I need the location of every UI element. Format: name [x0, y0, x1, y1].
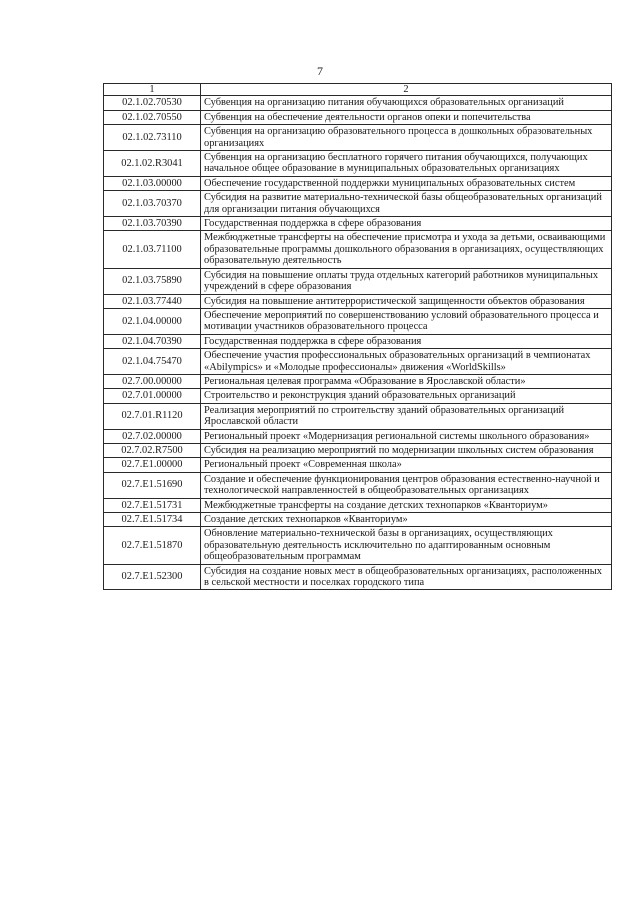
row-description: Обеспечение мероприятий по совершенствованию условий образовательного процесса и мотивации участников образовательного процесса	[201, 308, 612, 334]
row-description: Межбюджетные трансферты на обеспечение присмотра и ухода за детьми, осваивающими образовательные программы дошкольного образования в организациях, осуществляющих образовательную деятельность	[201, 231, 612, 268]
row-description: Создание детских технопарков «Кванториум»	[201, 513, 612, 527]
row-code: 02.7.E1.51870	[104, 527, 201, 564]
row-code: 02.1.02.R3041	[104, 151, 201, 177]
table-row	[104, 374, 612, 388]
table-row	[104, 125, 612, 151]
column-header-code: 1	[104, 84, 201, 96]
row-description: Субвенция на обеспечение деятельности органов опеки и попечительства	[201, 110, 612, 124]
row-description: Государственная поддержка в сфере образования	[201, 334, 612, 348]
row-description: Региональный проект «Модернизация региональной системы школьного образования»	[201, 429, 612, 443]
row-description: Субсидия на повышение оплаты труда отдельных категорий работников муниципальных учреждений в сфере образования	[201, 268, 612, 294]
table-row	[104, 151, 612, 177]
row-code: 02.7.E1.52300	[104, 564, 201, 590]
row-code: 02.1.02.70530	[104, 96, 201, 110]
row-code: 02.1.02.73110	[104, 125, 201, 151]
table-row	[104, 217, 612, 231]
table-header-row	[104, 84, 612, 96]
budget-classification-table	[103, 83, 612, 590]
table-row	[104, 176, 612, 190]
row-description: Обновление материально-технической базы в организациях, осуществляющих образовательную деятельность исключительно по адаптированным основным общеобразовательным программам	[201, 527, 612, 564]
table-row	[104, 527, 612, 564]
row-code: 02.7.E1.51690	[104, 472, 201, 498]
column-header-description: 2	[201, 84, 612, 96]
row-code: 02.1.03.00000	[104, 176, 201, 190]
row-code: 02.1.04.00000	[104, 308, 201, 334]
row-description: Субсидия на развитие материально-технической базы общеобразовательных организаций для организации питания обучающихся	[201, 191, 612, 217]
row-description: Обеспечение государственной поддержки муниципальных образовательных систем	[201, 176, 612, 190]
row-code: 02.7.01.00000	[104, 389, 201, 403]
table-row	[104, 458, 612, 472]
row-code: 02.1.03.71100	[104, 231, 201, 268]
row-code: 02.1.03.75890	[104, 268, 201, 294]
row-code: 02.1.04.75470	[104, 349, 201, 375]
table-row	[104, 110, 612, 124]
row-description: Создание и обеспечение функционирования центров образования естественно-научной и технологической направленностей в общеобразовательных организациях	[201, 472, 612, 498]
row-description: Реализация мероприятий по строительству зданий образовательных организаций Ярославской области	[201, 403, 612, 429]
row-description: Региональная целевая программа «Образование в Ярославской области»	[201, 374, 612, 388]
page-number: 7	[317, 64, 323, 78]
row-code: 02.7.00.00000	[104, 374, 201, 388]
table-row	[104, 231, 612, 268]
table-row	[104, 403, 612, 429]
table-row	[104, 564, 612, 590]
row-code: 02.1.03.70390	[104, 217, 201, 231]
row-description: Субсидия на создание новых мест в общеобразовательных организациях, расположенных в сельской местности и поселках городского типа	[201, 564, 612, 590]
table-row	[104, 472, 612, 498]
table-row	[104, 498, 612, 512]
row-description: Обеспечение участия профессиональных образовательных организаций в чемпионатах «Abilympics» и «Молодые профессионалы» движения «WorldSkills»	[201, 349, 612, 375]
table-row	[104, 513, 612, 527]
table-row	[104, 294, 612, 308]
row-code: 02.1.04.70390	[104, 334, 201, 348]
row-description: Субсидия на повышение антитеррористической защищенности объектов образования	[201, 294, 612, 308]
row-description: Субвенция на организацию питания обучающихся образовательных организаций	[201, 96, 612, 110]
row-code: 02.7.01.R1120	[104, 403, 201, 429]
row-code: 02.7.E1.51731	[104, 498, 201, 512]
row-code: 02.7.E1.00000	[104, 458, 201, 472]
table-row	[104, 268, 612, 294]
row-description: Субвенция на организацию образовательного процесса в дошкольных образовательных организациях	[201, 125, 612, 151]
table-row	[104, 191, 612, 217]
row-code: 02.1.02.70550	[104, 110, 201, 124]
table-row	[104, 443, 612, 457]
row-code: 02.7.02.R7500	[104, 443, 201, 457]
row-description: Строительство и реконструкция зданий образовательных организаций	[201, 389, 612, 403]
table-row	[104, 308, 612, 334]
row-code: 02.7.02.00000	[104, 429, 201, 443]
table-row	[104, 349, 612, 375]
table-row	[104, 96, 612, 110]
table-body	[104, 96, 612, 590]
row-description: Региональный проект «Современная школа»	[201, 458, 612, 472]
row-description: Субсидия на реализацию мероприятий по модернизации школьных систем образования	[201, 443, 612, 457]
table-row	[104, 334, 612, 348]
row-code: 02.7.E1.51734	[104, 513, 201, 527]
row-description: Субвенция на организацию бесплатного горячего питания обучающихся, получающих начальное общее образование в муниципальных образовательных организациях	[201, 151, 612, 177]
row-code: 02.1.03.70370	[104, 191, 201, 217]
table-row	[104, 429, 612, 443]
row-description: Межбюджетные трансферты на создание детских технопарков «Кванториум»	[201, 498, 612, 512]
row-description: Государственная поддержка в сфере образования	[201, 217, 612, 231]
row-code: 02.1.03.77440	[104, 294, 201, 308]
table-row	[104, 389, 612, 403]
